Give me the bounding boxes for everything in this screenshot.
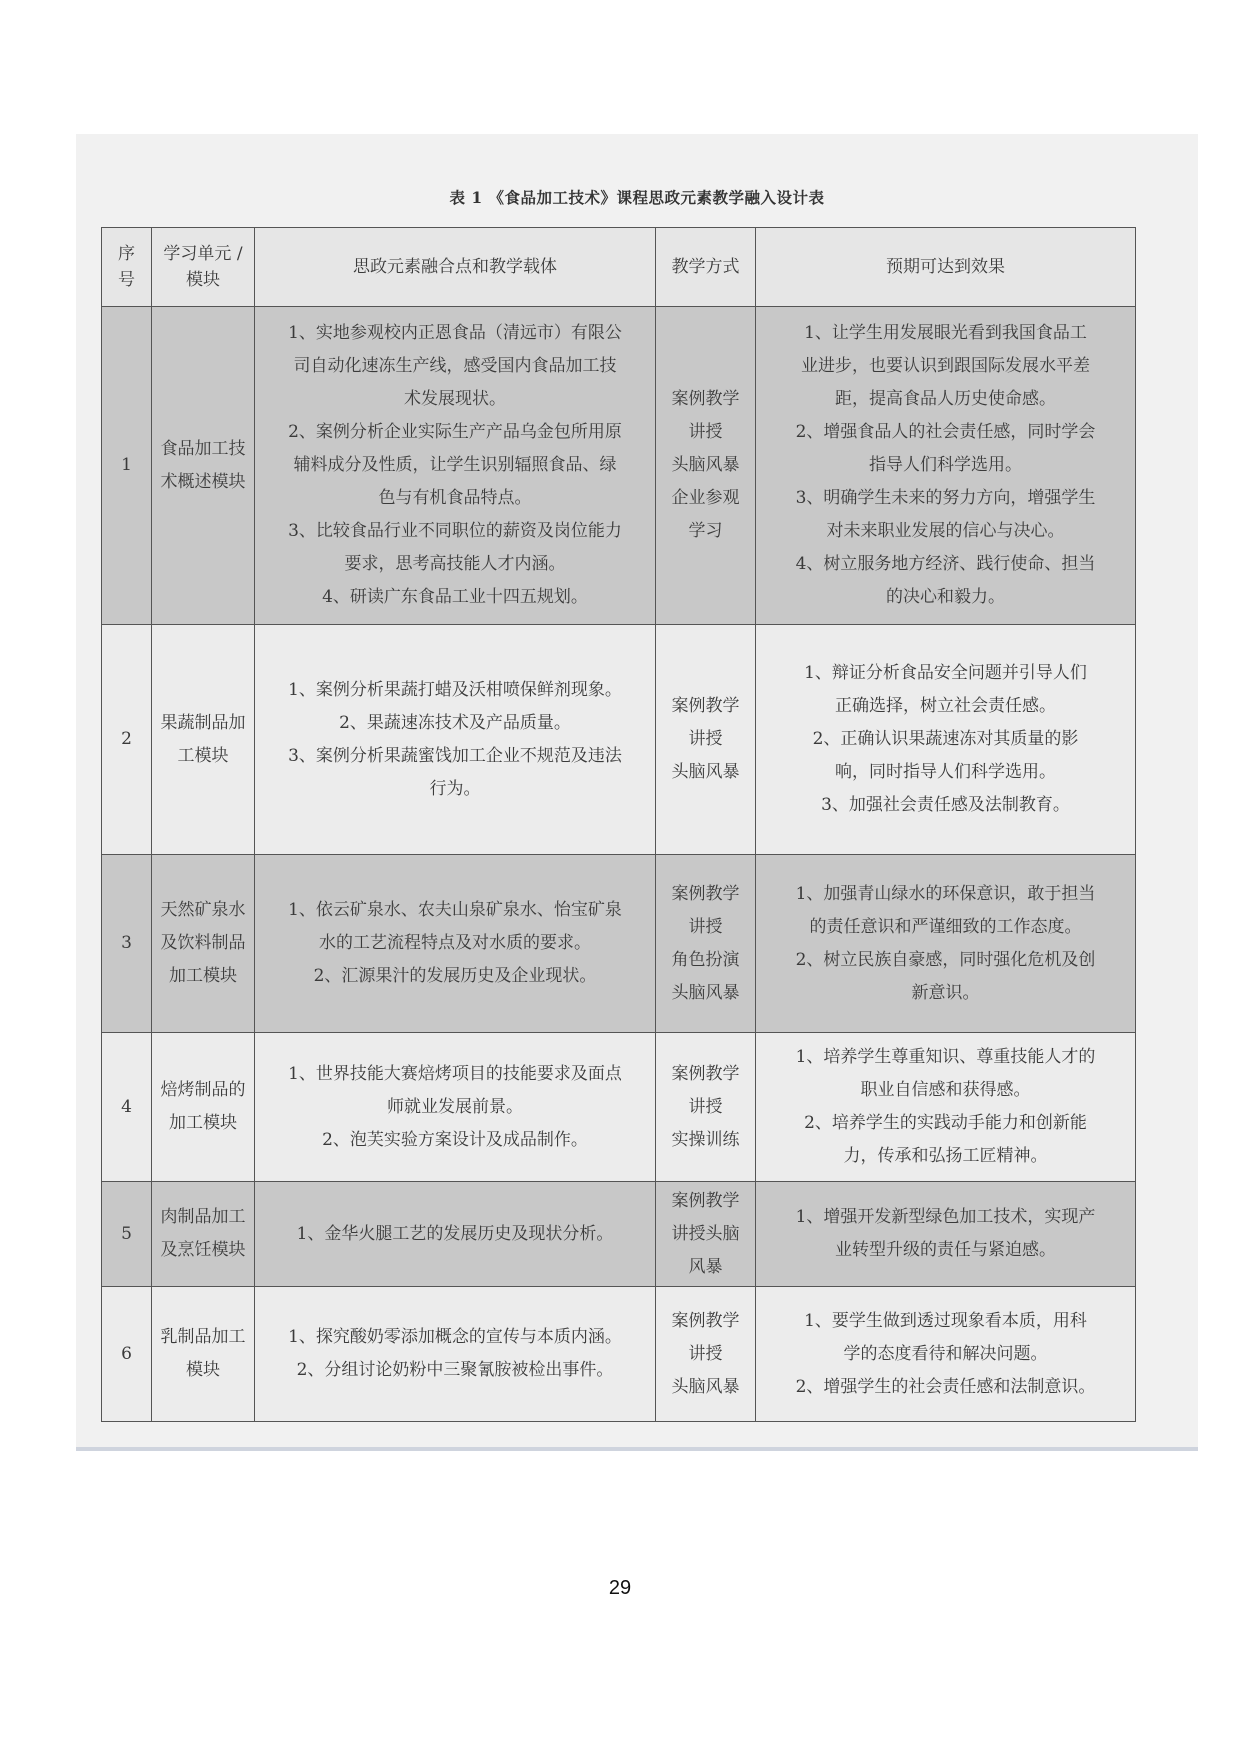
header-content: 思政元素融合点和教学载体 xyxy=(255,228,656,307)
table-row xyxy=(102,1287,1136,1422)
row-effect: 1、加强青山绿水的环保意识，敢于担当 的责任意识和严谨细致的工作态度。 2、树立民族自豪感，同时强化危机及创 新意识。 xyxy=(756,855,1136,1033)
table-row xyxy=(102,855,1136,1033)
row-no: 5 xyxy=(102,1182,152,1287)
header-unit: 学习单元 / 模块 xyxy=(152,228,255,307)
table-row xyxy=(102,307,1136,625)
row-no: 2 xyxy=(102,625,152,855)
course-design-table xyxy=(101,227,1136,1422)
scan-edge-line xyxy=(76,1447,1198,1451)
row-no: 4 xyxy=(102,1033,152,1182)
page-number: 29 xyxy=(608,1577,632,1599)
row-method: 案例教学 讲授 实操训练 xyxy=(656,1033,756,1182)
row-unit: 果蔬制品加 工模块 xyxy=(152,625,255,855)
row-method: 案例教学 讲授 头脑风暴 xyxy=(656,1287,756,1422)
row-no: 3 xyxy=(102,855,152,1033)
row-content: 1、探究酸奶零添加概念的宣传与本质内涵。 2、分组讨论奶粉中三聚氰胺被检出事件。 xyxy=(255,1287,656,1422)
row-unit: 天然矿泉水 及饮料制品 加工模块 xyxy=(152,855,255,1033)
row-effect: 1、辩证分析食品安全问题并引导人们 正确选择，树立社会责任感。 2、正确认识果蔬速冻对其质量的影 响，同时指导人们科学选用。 3、加强社会责任感及法制教育。 xyxy=(756,625,1136,855)
table-row xyxy=(102,625,1136,855)
row-content: 1、实地参观校内正恩食品（清远市）有限公 司自动化速冻生产线，感受国内食品加工技 术发展现状。 2、案例分析企业实际生产产品乌金包所用原 辅料成分及性质，让学生识别辐照食品、绿 色与有机食品特点。 3、比较食品行业不同职位的薪资及岗位能力 要求，思考高技能人才内涵。 4、研读广东食品工业十四五规划。 xyxy=(255,307,656,625)
row-no: 6 xyxy=(102,1287,152,1422)
header-method: 教学方式 xyxy=(656,228,756,307)
row-unit: 肉制品加工 及烹饪模块 xyxy=(152,1182,255,1287)
row-unit: 乳制品加工 模块 xyxy=(152,1287,255,1422)
row-method: 案例教学 讲授头脑 风暴 xyxy=(656,1182,756,1287)
table-caption: 表 1 《食品加工技术》课程思政元素教学融入设计表 xyxy=(449,188,825,207)
row-effect: 1、增强开发新型绿色加工技术，实现产 业转型升级的责任与紧迫感。 xyxy=(756,1182,1136,1287)
row-content: 1、金华火腿工艺的发展历史及现状分析。 xyxy=(255,1182,656,1287)
row-effect: 1、让学生用发展眼光看到我国食品工 业进步，也要认识到跟国际发展水平差 距，提高食品人历史使命感。 2、增强食品人的社会责任感，同时学会 指导人们科学选用。 3、明确学生未来的努力方向，增强学生 对未来职业发展的信心与决心。 4、树立服务地方经济、践行使命、担当 的决心和毅力。 xyxy=(756,307,1136,625)
row-method: 案例教学 讲授 头脑风暴 企业参观 学习 xyxy=(656,307,756,625)
row-content: 1、依云矿泉水、农夫山泉矿泉水、怡宝矿泉 水的工艺流程特点及对水质的要求。 2、汇源果汁的发展历史及企业现状。 xyxy=(255,855,656,1033)
row-method: 案例教学 讲授 角色扮演 头脑风暴 xyxy=(656,855,756,1033)
row-effect: 1、要学生做到透过现象看本质，用科 学的态度看待和解决问题。 2、增强学生的社会责任感和法制意识。 xyxy=(756,1287,1136,1422)
row-unit: 食品加工技 术概述模块 xyxy=(152,307,255,625)
table-header-row xyxy=(102,228,1136,307)
header-effect: 预期可达到效果 xyxy=(756,228,1136,307)
table-row xyxy=(102,1033,1136,1182)
header-no: 序号 xyxy=(102,228,152,307)
row-content: 1、世界技能大赛焙烤项目的技能要求及面点 师就业发展前景。 2、泡芙实验方案设计及成品制作。 xyxy=(255,1033,656,1182)
row-no: 1 xyxy=(102,307,152,625)
row-content: 1、案例分析果蔬打蜡及沃柑喷保鲜剂现象。 2、果蔬速冻技术及产品质量。 3、案例分析果蔬蜜饯加工企业不规范及违法 行为。 xyxy=(255,625,656,855)
row-effect: 1、培养学生尊重知识、尊重技能人才的 职业自信感和获得感。 2、培养学生的实践动手能力和创新能 力，传承和弘扬工匠精神。 xyxy=(756,1033,1136,1182)
row-unit: 焙烤制品的 加工模块 xyxy=(152,1033,255,1182)
row-method: 案例教学 讲授 头脑风暴 xyxy=(656,625,756,855)
table-row xyxy=(102,1182,1136,1287)
